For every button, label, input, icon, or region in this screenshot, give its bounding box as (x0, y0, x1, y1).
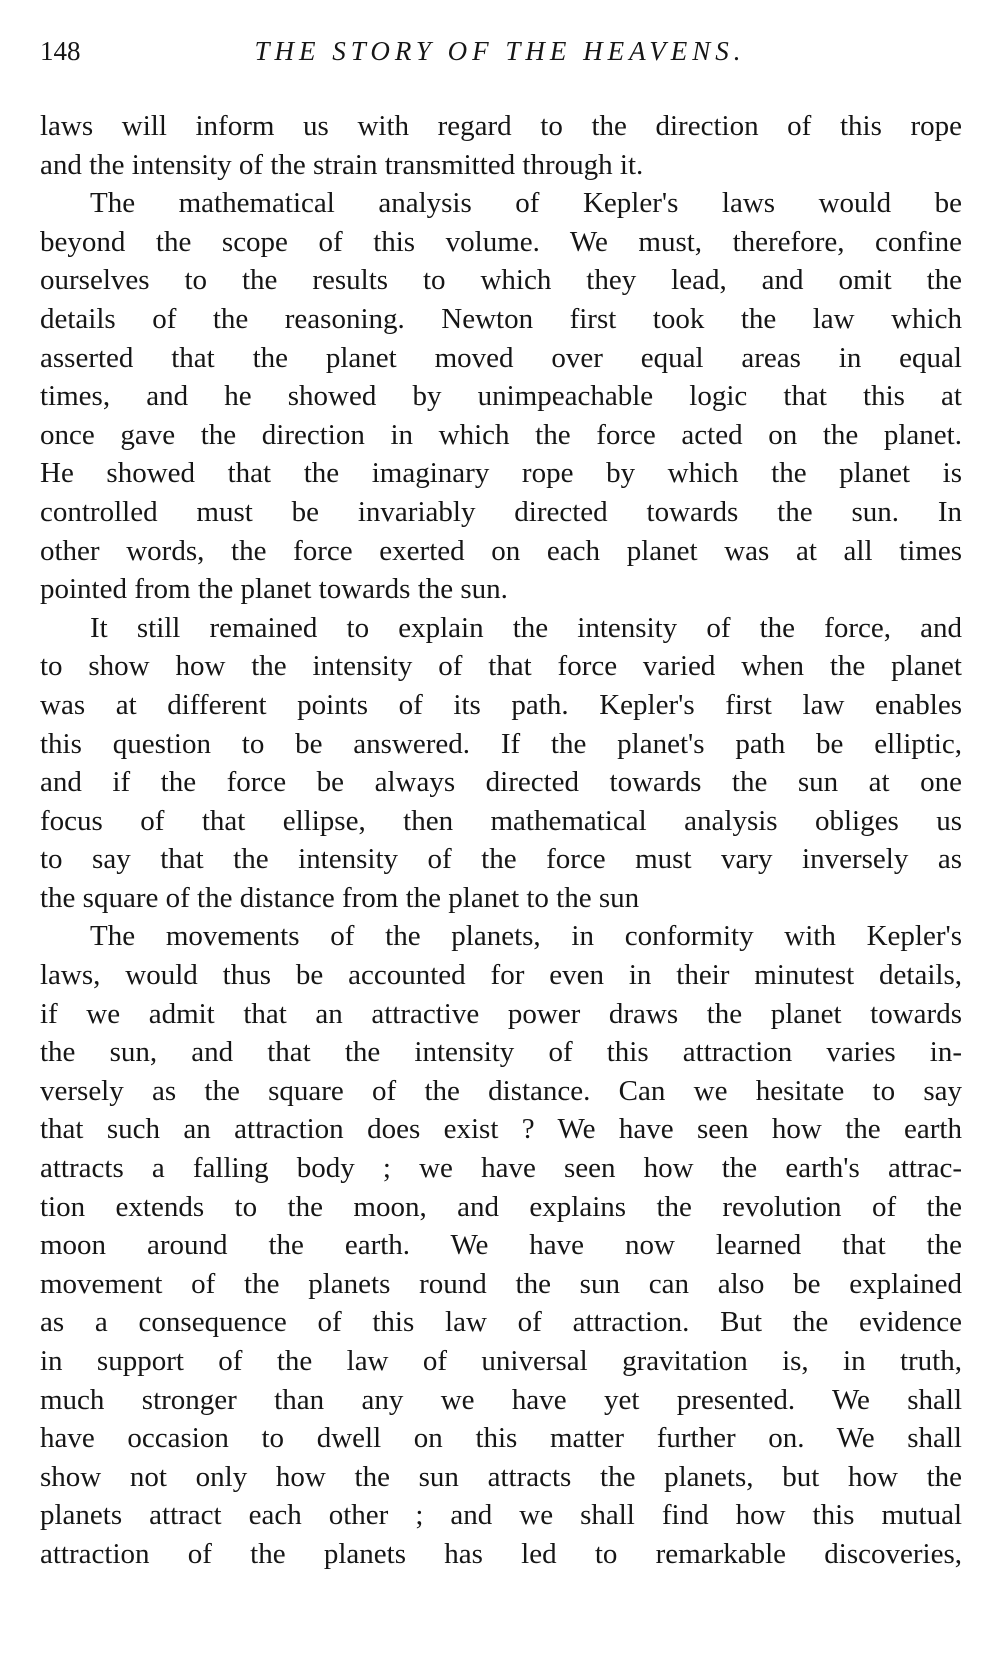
text-line: tion extends to the moon, and explains the revolution of the (40, 1190, 962, 1223)
text-line: the square of the distance from the planet to the sun (40, 881, 640, 914)
text-line: versely as the square of the distance. Can we hesitate to say (40, 1074, 962, 1107)
text-line: pointed from the planet towards the sun. (40, 573, 508, 606)
text-line: moon around the earth. We have now learned that the (40, 1229, 962, 1262)
text-line: as a consequence of this law of attraction. But the evidence (40, 1306, 962, 1339)
body-text (40, 107, 962, 1574)
text-line: show not only how the sun attracts the planets, but how the (40, 1460, 962, 1493)
text-line: have occasion to dwell on this matter further on. We shall (40, 1422, 962, 1455)
text-line: in support of the law of universal gravitation is, in truth, (40, 1345, 962, 1377)
text-line: once gave the direction in which the force acted on the planet. (40, 418, 962, 451)
text-line: the sun, and that the intensity of this attraction varies in- (40, 1036, 962, 1069)
text-line: other words, the force exerted on each planet was at all times (40, 534, 962, 567)
text-line: if we admit that an attractive power draws the planet towards (40, 997, 962, 1030)
text-line: laws will inform us with regard to the direction of this rope (40, 110, 962, 142)
text-line: beyond the scope of this volume. We must, therefore, confine (40, 225, 962, 258)
text-line: ourselves to the results to which they lead, and omit the (40, 264, 962, 297)
text-line: laws, would thus be accounted for even in their minutest details, (40, 959, 962, 992)
text-line: controlled must be invariably directed towards the sun. In (40, 495, 962, 528)
text-line: to say that the intensity of the force must vary inversely as (40, 843, 962, 876)
running-head (40, 36, 960, 76)
text-line: attraction of the planets has led to remarkable discoveries, (40, 1537, 962, 1570)
paragraph-first-line: The movements of the planets, in conformity with Kepler's (90, 920, 962, 953)
text-line: that such an attraction does exist ? We have seen how the earth (40, 1113, 962, 1146)
text-line: asserted that the planet moved over equal areas in equal (40, 341, 962, 374)
text-line: and if the force be always directed towards the sun at one (40, 766, 962, 799)
text-line: this question to be answered. If the planet's path be elliptic, (40, 727, 962, 760)
running-title: THE STORY OF THE HEAVENS. (254, 36, 746, 66)
text-line: details of the reasoning. Newton first took the law which (40, 302, 962, 335)
text-line: to show how the intensity of that force varied when the planet (40, 650, 962, 683)
text-line: times, and he showed by unimpeachable logic that this at (40, 380, 962, 413)
paragraph-first-line: It still remained to explain the intensity of the force, and (90, 611, 962, 644)
text-line: and the intensity of the strain transmitted through it. (40, 148, 644, 181)
text-line: movement of the planets round the sun can also be explained (40, 1267, 962, 1300)
page-number: 148 (40, 36, 81, 66)
paragraph-first-line: The mathematical analysis of Kepler's laws would be (90, 187, 962, 220)
text-line: focus of that ellipse, then mathematical analysis obliges us (40, 804, 962, 837)
text-line: planets attract each other ; and we shall find how this mutual (40, 1499, 962, 1532)
text-line: attracts a falling body ; we have seen how the earth's attrac- (40, 1152, 962, 1185)
text-line: was at different points of its path. Kepler's first law enables (40, 688, 962, 721)
text-line: He showed that the imaginary rope by which the planet is (40, 457, 962, 490)
text-line: much stronger than any we have yet presented. We shall (40, 1383, 962, 1416)
